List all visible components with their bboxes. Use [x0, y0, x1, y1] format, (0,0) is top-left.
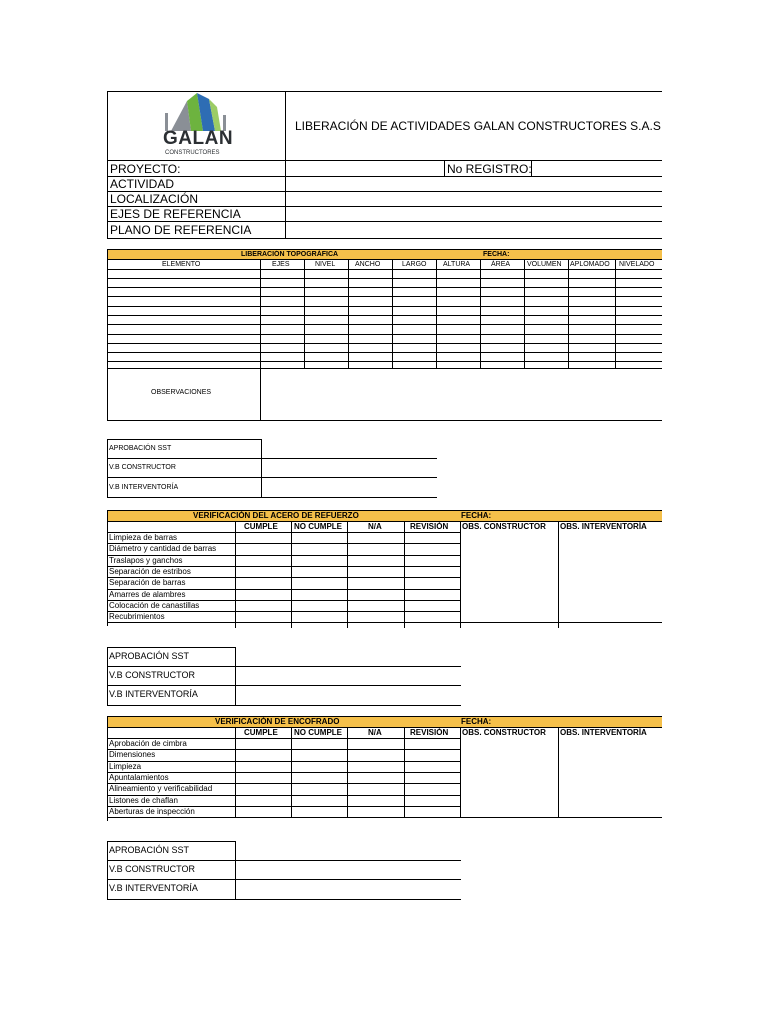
encofrado-row-line [107, 761, 460, 762]
header-block [107, 91, 662, 239]
topo-fecha: FECHA: [483, 251, 510, 258]
topo-col-line [348, 259, 349, 368]
encofrado-col-line [460, 727, 461, 817]
acero-title: VERIFICACIÓN DEL ACERO DE REFUERZO [193, 511, 359, 520]
approval-block-1 [107, 439, 438, 499]
encofrado-title: VERIFICACIÓN DE ENCOFRADO [215, 717, 340, 726]
topo-col-line [615, 259, 616, 368]
topo-row-line [107, 278, 662, 279]
encofrado-item-label: Aberturas de inspección [109, 806, 195, 816]
label-proyecto: PROYECTO: [110, 162, 181, 176]
topo-col-aplomado: APLOMADO [570, 261, 610, 268]
topo-col-line [392, 259, 393, 368]
approval2-constructor: V.B CONSTRUCTOR [109, 670, 196, 680]
encofrado-col-line [235, 727, 236, 817]
acero-col-line [291, 521, 292, 628]
topo-col-line [260, 259, 261, 420]
label-actividad: ACTIVIDAD [110, 177, 175, 191]
topo-col-largo: LARGO [402, 261, 427, 268]
encofrado-col-na: N/A [368, 728, 382, 737]
encofrado-item-label: Aprobación de cimbra [109, 739, 187, 748]
approval2-interventoria: V.B INTERVENTORÍA [109, 689, 198, 699]
encofrado-fecha: FECHA: [461, 717, 492, 726]
topo-col-ejes: EJES [272, 261, 290, 268]
topo-row-line [107, 343, 662, 344]
label-plano: PLANO DE REFERENCIA [110, 223, 252, 237]
acero-col-line [404, 521, 405, 628]
logo-subtext: CONSTRUCTORES [165, 150, 220, 156]
topo-row-line [107, 352, 662, 353]
topo-col-line [568, 259, 569, 368]
topo-col-area: ÁREA [491, 261, 511, 268]
encofrado-col-obs-constructor: OBS. CONSTRUCTOR [462, 728, 546, 737]
company-logo [157, 93, 237, 159]
topo-col-nivel: NIVEL [315, 261, 336, 268]
encofrado-item-label: Limpieza [109, 761, 142, 771]
acero-item-label: Separación de estribos [109, 566, 191, 576]
acero-section [107, 510, 662, 636]
acero-col-line [460, 521, 461, 628]
approval1-interventoria: V.B INTERVENTORÍA [109, 484, 179, 491]
approval1-sst: APROBACIÓN SST [109, 445, 172, 452]
encofrado-item-label: Apuntalamientos [109, 772, 169, 782]
topo-row-line [107, 306, 662, 307]
document-title: LIBERACIÓN DE ACTIVIDADES GALAN CONSTRUCTORES S.A.S [295, 119, 661, 133]
encofrado-row-line [107, 817, 662, 818]
encofrado-col-line [347, 727, 348, 817]
topo-row-line [107, 361, 662, 362]
topo-col-nivelado: NIVELADO [619, 261, 655, 268]
topo-section [107, 249, 662, 422]
acero-col-line [347, 521, 348, 628]
approval1-constructor: V.B CONSTRUCTOR [109, 464, 176, 471]
encofrado-col-line [404, 727, 405, 817]
topo-col-ancho: ANCHO [355, 261, 381, 268]
acero-row-line [107, 622, 662, 623]
encofrado-item-label: Dimensiones [109, 750, 156, 760]
acero-item-label: Separación de barras [109, 578, 186, 588]
acero-col-obs-constructor: OBS. CONSTRUCTOR [462, 522, 546, 531]
topo-title: LIBERACIÓN TOPOGRÁFICA [241, 251, 339, 258]
topo-col-line [480, 259, 481, 368]
logo-text: GALAN [163, 128, 234, 149]
topo-col-line [524, 259, 525, 368]
topo-col-line [436, 259, 437, 368]
acero-fecha: FECHA: [461, 511, 492, 520]
topo-row-line [107, 269, 662, 270]
approval3-sst: APROBACIÓN SST [109, 845, 190, 855]
acero-col-line [235, 521, 236, 628]
acero-col-cumple: CUMPLE [244, 522, 278, 531]
topo-row-line [107, 368, 662, 369]
acero-item-label: Diámetro y cantidad de barras [109, 544, 217, 554]
acero-col-line [558, 521, 559, 628]
encofrado-col-line [291, 727, 292, 817]
topo-row-line [107, 324, 662, 325]
topo-row-line [107, 296, 662, 297]
acero-col-obs-interventoria: OBS. INTERVENTORÍA [560, 522, 647, 531]
acero-col-na: N/A [368, 522, 382, 531]
encofrado-section [107, 716, 662, 822]
approval-block-3 [107, 841, 462, 901]
encofrado-col-line [558, 727, 559, 817]
encofrado-row-line [107, 749, 460, 750]
acero-item-label: Limpieza de barras [109, 533, 178, 542]
acero-item-label: Amarres de alambres [109, 589, 186, 599]
topo-row-line [107, 315, 662, 316]
acero-col-nocumple: NO CUMPLE [294, 522, 342, 531]
approval2-sst: APROBACIÓN SST [109, 651, 190, 661]
acero-item-label: Traslapos y ganchos [109, 555, 183, 565]
encofrado-col-nocumple: NO CUMPLE [294, 728, 342, 737]
label-registro: No REGISTRO: [447, 162, 532, 176]
topo-observaciones: OBSERVACIONES [151, 389, 212, 396]
encofrado-item-label: Listones de chaflan [109, 795, 178, 805]
acero-col-revision: REVISIÓN [410, 522, 449, 531]
label-ejes: EJES DE REFERENCIA [110, 207, 241, 221]
encofrado-col-revision: REVISIÓN [410, 728, 449, 737]
encofrado-col-cumple: CUMPLE [244, 728, 278, 737]
acero-item-label: Recubrimientos [109, 612, 165, 622]
topo-col-line [304, 259, 305, 368]
topo-row-line [107, 287, 662, 288]
approval3-constructor: V.B CONSTRUCTOR [109, 864, 196, 874]
topo-col-volumen: VOLUMEN [527, 261, 562, 268]
topo-row-line [107, 334, 662, 335]
acero-item-label: Colocación de canastillas [109, 600, 200, 610]
approval3-interventoria: V.B INTERVENTORÍA [109, 883, 198, 893]
topo-col-altura: ALTURA [443, 261, 471, 268]
logo-building-icon [157, 93, 237, 131]
encofrado-col-obs-interventoria: OBS. INTERVENTORÍA [560, 728, 647, 737]
approval-block-2 [107, 647, 462, 707]
topo-col-elemento: ELEMENTO [162, 261, 201, 268]
label-localizacion: LOCALIZACIÓN [110, 192, 199, 206]
encofrado-item-label: Alineamiento y verificabilidad [109, 784, 213, 794]
